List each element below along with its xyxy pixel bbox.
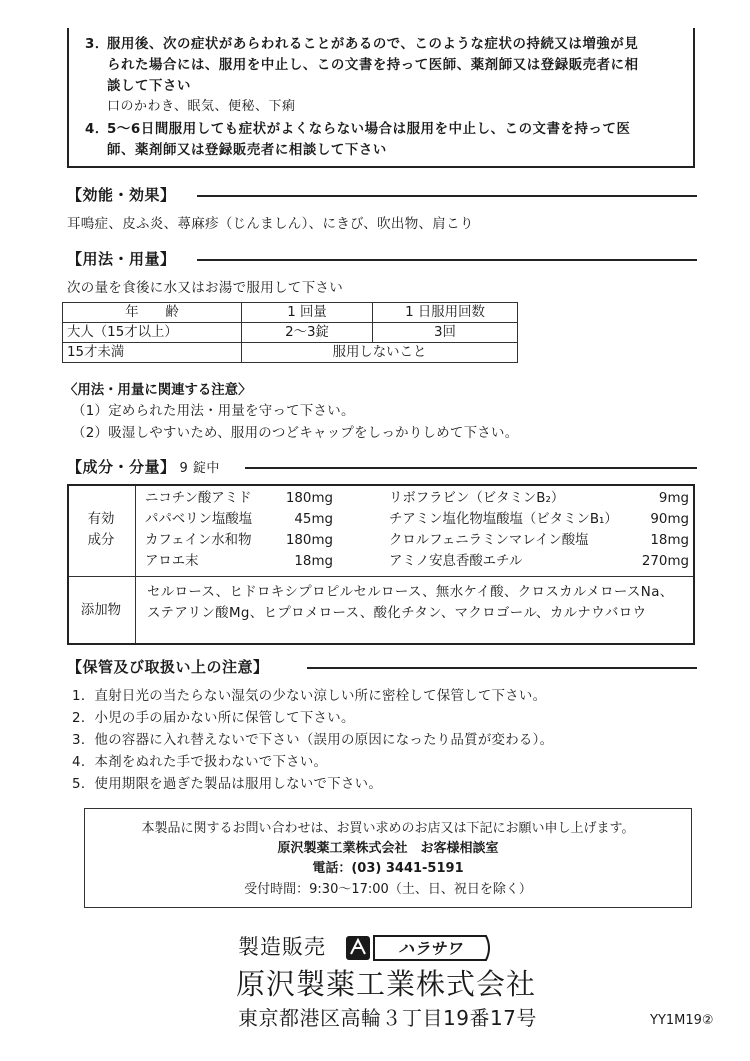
dosage-header-daily: 1 日服用回数 (373, 303, 518, 323)
ingredient-name: リボフラビン（ビタミンB₂） (389, 491, 565, 506)
dosage-header (67, 248, 697, 270)
ingredients-title-wrap (67, 456, 226, 480)
efficacy-rule (197, 195, 697, 197)
dosage-table-row (63, 323, 518, 343)
contact-hours: 受付時間：9:30～17:00（土、日、祝日を除く） (244, 882, 532, 897)
ingredient-amount: 180mg (285, 533, 333, 548)
ingredient-amount: 90mg (650, 512, 689, 527)
ingredient-name: アミノ安息香酸エチル (389, 554, 523, 569)
efficacy-text: 耳鳴症、皮ふ炎、蕁麻疹（じんましん）、にきび、吹出物、肩こり (67, 216, 474, 232)
warning-symptoms: 口のかわき、眠気、便秘、下痢 (107, 99, 296, 114)
ingredients-row-divider (69, 576, 693, 577)
contact-box (84, 808, 692, 908)
storage-item-4: 4．本剤をぬれた手で扱わないで下さい。 (72, 755, 328, 770)
ingredient-amount: 270mg (641, 554, 689, 569)
storage-item-3: 3．他の容器に入れ替えないで下さい（誤用の原因になったり品質が変わる）。 (72, 733, 554, 748)
efficacy-header (67, 184, 697, 206)
ingredient-name: パパベリン塩酸塩 (145, 512, 253, 527)
contact-intro: 本製品に関するお問い合わせは、お買い求めのお店又は下記にお願い申し上げます。 (141, 821, 635, 836)
ingredients-title: 【成分・分量】 (67, 458, 176, 476)
maker-address: 東京都港区高輪３丁目19番17号 (238, 1006, 537, 1030)
storage-header (67, 656, 697, 678)
active-label-1: 有効 (87, 512, 115, 527)
dosage-title: 【用法・用量】 (67, 248, 182, 270)
ingredient-amount: 180mg (285, 491, 333, 506)
ingredient-name: クロルフェニラミンマレイン酸塩 (389, 533, 589, 548)
dosage-note-title: 〈用法・用量に関連する注意〉 (64, 383, 252, 398)
dosage-note-2: （2）吸湿しやすいため、服用のつどキャップをしっかりしめて下さい。 (72, 426, 519, 441)
storage-item-1: 1．直射日光の当たらない湿気の少ない涼しい所に密栓して保管して下さい。 (72, 689, 547, 704)
warning-item-4-line-1: 5～6日間服用しても症状がよくならない場合は服用を中止し、この文書を持って医 (107, 122, 631, 137)
ingredient-amount: 9mg (658, 491, 689, 506)
warning-item-4-number: 4． (85, 122, 109, 137)
dosage-header-age: 年 齢 (63, 303, 242, 323)
dosage-table-header-row (63, 303, 518, 323)
active-label-2: 成分 (87, 533, 115, 548)
dosage-table (62, 302, 518, 363)
storage-item-2: 2．小児の手の届かない所に保管して下さい。 (72, 711, 355, 726)
maker-company-name: 原沢製薬工業株式会社 (236, 967, 537, 1001)
logo-text: ハラサワ (397, 939, 463, 958)
ingredient-amount: 18mg (294, 554, 333, 569)
efficacy-title: 【効能・効果】 (67, 184, 182, 206)
dosage-rule (197, 259, 697, 261)
ingredients-box (67, 484, 695, 645)
dosage-header-once: 1 回量 (242, 303, 373, 323)
dosage-intro: 次の量を食後に水又はお湯で服用して下さい (67, 280, 343, 296)
dosage-row-adult-age: 大人（15才以上） (63, 323, 242, 343)
warning-item-3 (85, 34, 685, 97)
ingredients-column-divider (135, 486, 136, 643)
ingredient-name: ニコチン酸アミド (145, 491, 252, 506)
warning-item-3-line-1: 服用後、次の症状があらわれることがあるので、このような症状の持続又は増強が見 (107, 37, 639, 52)
additives-text: セルロース、ヒドロキシプロピルセルロース、無水ケイ酸、クロスカルメロースNa、ステアリン酸Mg、ヒプロメロース、酸化チタン、マクロゴール、カルナウバロウ (147, 585, 674, 621)
additive-label: 添加物 (80, 603, 122, 618)
dosage-note-1: （1）定められた用法・用量を守って下さい。 (72, 404, 355, 419)
ingredient-name: カフェイン水和物 (145, 533, 252, 548)
warning-item-4 (85, 119, 685, 161)
harasawa-logo (346, 934, 492, 962)
contact-phone: 電話：(03) 3441-5191 (312, 861, 464, 876)
warning-item-3-line-3: 談して下さい (107, 79, 191, 94)
storage-item-5: 5．使用期限を過ぎた製品は服用しないで下さい。 (72, 777, 383, 792)
ingredients-rule (245, 467, 697, 469)
maker-label: 製造販売 (238, 935, 326, 959)
dosage-row-child-note: 服用しないこと (242, 343, 518, 363)
contact-company: 原沢製薬工業株式会社 お客様相談室 (277, 841, 499, 856)
document-code: YY1M19② (650, 1013, 714, 1028)
storage-title: 【保管及び取扱い上の注意】 (67, 656, 275, 678)
ingredients-header (67, 456, 697, 478)
ingredient-name: チアミン塩化物塩酸塩（ビタミンB₁） (389, 512, 618, 527)
ingredient-name: アロエ末 (145, 554, 199, 569)
warning-box (67, 28, 695, 168)
ingredients-suffix: 9 錠中 (179, 461, 220, 476)
dosage-table-row (63, 343, 518, 363)
warning-item-3-line-2: られた場合には、服用を中止し、この文書を持って医師、薬剤師又は登録販売者に相 (107, 58, 639, 73)
ingredient-amount: 45mg (294, 512, 333, 527)
warning-item-3-number: 3． (85, 37, 109, 52)
storage-rule (307, 667, 697, 669)
dosage-row-adult-once: 2～3錠 (242, 323, 373, 343)
dosage-row-child-age: 15才未満 (63, 343, 242, 363)
dosage-row-adult-daily: 3回 (373, 323, 518, 343)
warning-item-4-line-2: 師、薬剤師又は登録販売者に相談して下さい (107, 143, 387, 158)
ingredient-amount: 18mg (650, 533, 689, 548)
